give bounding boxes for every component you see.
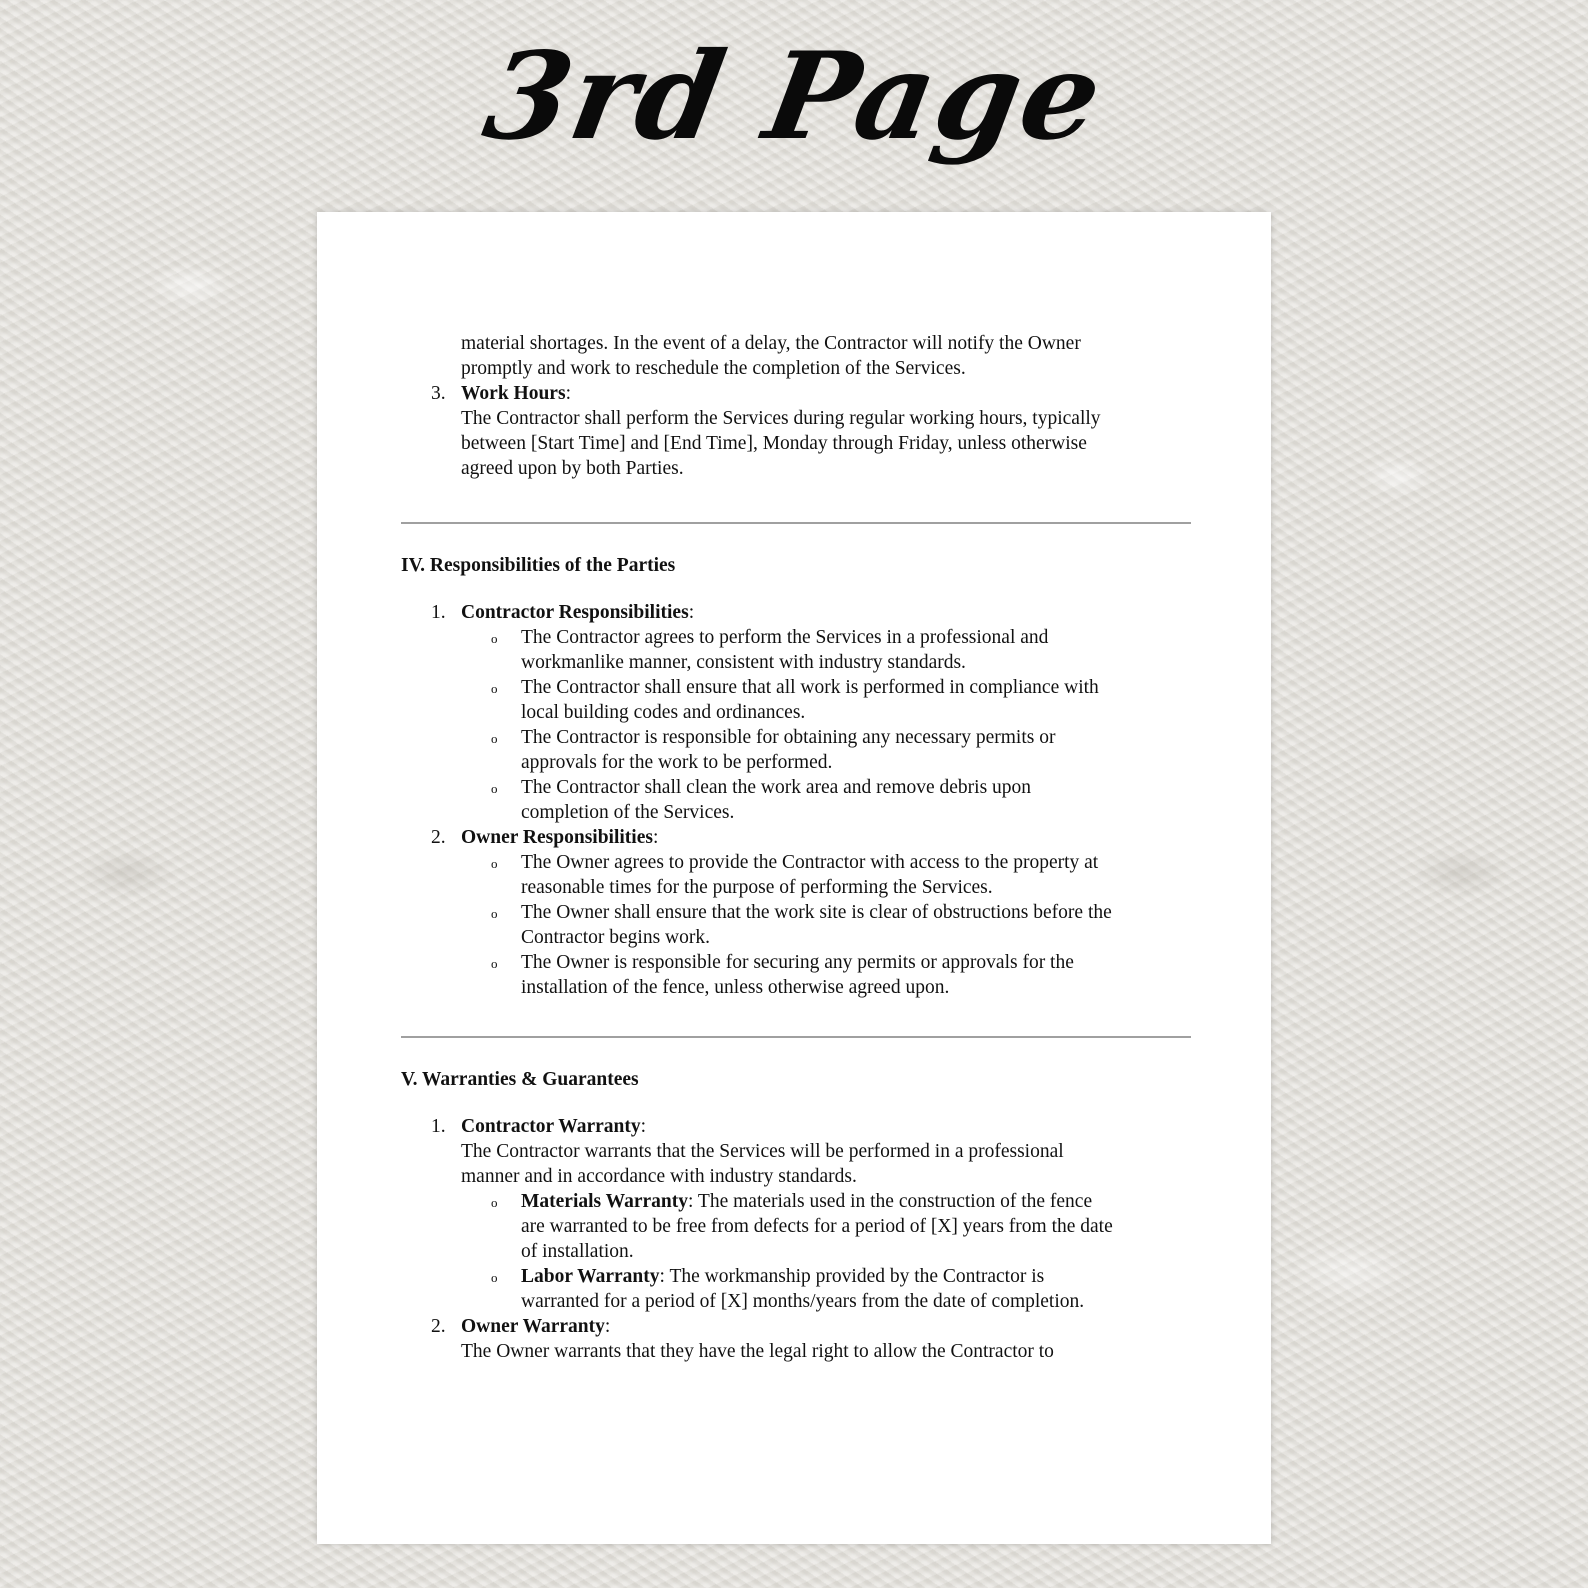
bullet-text: local building codes and ordinances. [521,702,806,723]
bullet-text: workmanlike manner, consistent with industry standards. [521,652,966,673]
bullet-item [401,1189,1191,1214]
document-page [317,212,1271,1544]
list-number: 1. [431,1116,446,1137]
section-heading: IV. Responsibilities of the Parties [401,555,676,576]
bullet-icon: o [491,681,498,696]
bullet-text: reasonable times for the purpose of performing the Services. [521,877,993,898]
bullet-icon: o [491,731,498,746]
continued-line: material shortages. In the event of a delay, the Contractor will notify the Owner [461,333,1081,354]
continued-line: promptly and work to reschedule the completion of the Services. [461,358,966,379]
list-number: 2. [431,827,446,848]
item-text: between [Start Time] and [End Time], Monday through Friday, unless otherwise [461,433,1087,454]
bullet-text: The Owner shall ensure that the work site is clear of obstructions before the [521,902,1112,923]
item-label: Owner Responsibilities [461,827,653,848]
bullet-text: completion of the Services. [521,802,735,823]
bullet-text: The Contractor shall clean the work area and remove debris upon [521,777,1032,798]
section-heading: V. Warranties & Guarantees [401,1069,639,1090]
bullet-text: : The workmanship provided by the Contractor is [659,1266,1045,1287]
bullet-text: The Owner agrees to provide the Contractor with access to the property at [521,852,1099,873]
bullet-item [401,725,1191,750]
list-item-contractor-responsibilities: 1. Contractor Responsibilities: [431,602,695,623]
item-label: Contractor Responsibilities [461,602,689,623]
item-label: Work Hours [461,383,566,404]
list-number: 3. [431,383,446,404]
page-title: 3rd Page [474,26,1114,167]
bullet-icon: o [491,1270,498,1285]
list-item-owner-responsibilities: 2. Owner Responsibilities: [431,827,659,848]
item-text: The Owner warrants that they have the legal right to allow the Contractor to [461,1341,1054,1362]
bullet-icon: o [491,906,498,921]
list-item-work-hours: 3. Work Hours: [431,383,571,404]
item-text: agreed upon by both Parties. [461,458,684,479]
bullet-item [401,775,1191,800]
bullet-text: The Contractor shall ensure that all work is performed in compliance with [521,677,1099,698]
item-label: Owner Warranty [461,1316,605,1337]
item-text: manner and in accordance with industry standards. [461,1166,857,1187]
item-text: The Contractor warrants that the Services will be performed in a professional [461,1141,1064,1162]
bullet-text: are warranted to be free from defects for a period of [X] years from the date [521,1216,1113,1237]
bullet-text: The Owner is responsible for securing any permits or approvals for the [521,952,1074,973]
bullet-item [401,950,1191,975]
bullet-text: warranted for a period of [X] months/years from the date of completion. [521,1291,1085,1312]
bullet-icon: o [491,1195,498,1210]
list-item-owner-warranty: 2. Owner Warranty: [431,1316,611,1337]
item-label: Contractor Warranty [461,1116,641,1137]
bullet-item [401,850,1191,875]
bullet-text: The Contractor is responsible for obtaining any necessary permits or [521,727,1056,748]
bullet-text: Contractor begins work. [521,927,711,948]
bullet-item [401,625,1191,650]
bullet-item [401,1264,1191,1289]
bullet-text: : The materials used in the construction of the fence [687,1191,1093,1212]
bullet-text: installation of the fence, unless otherwise agreed upon. [521,977,950,998]
bullet-item [401,900,1191,925]
bullet-text: The Contractor agrees to perform the Services in a professional and [521,627,1049,648]
document-content [401,331,1191,1364]
bullet-icon: o [491,781,498,796]
bullet-icon: o [491,956,498,971]
list-number: 2. [431,1316,446,1337]
bullet-icon: o [491,856,498,871]
list-number: 1. [431,602,446,623]
list-item-contractor-warranty: 1. Contractor Warranty: [431,1116,647,1137]
item-text: The Contractor shall perform the Services during regular working hours, typically [461,408,1101,429]
bullet-icon: o [491,631,498,646]
bullet-label: Materials Warranty [521,1191,688,1212]
bullet-text: approvals for the work to be performed. [521,752,833,773]
bullet-label: Labor Warranty [521,1266,660,1287]
bullet-item [401,675,1191,700]
bullet-text: of installation. [521,1241,634,1262]
